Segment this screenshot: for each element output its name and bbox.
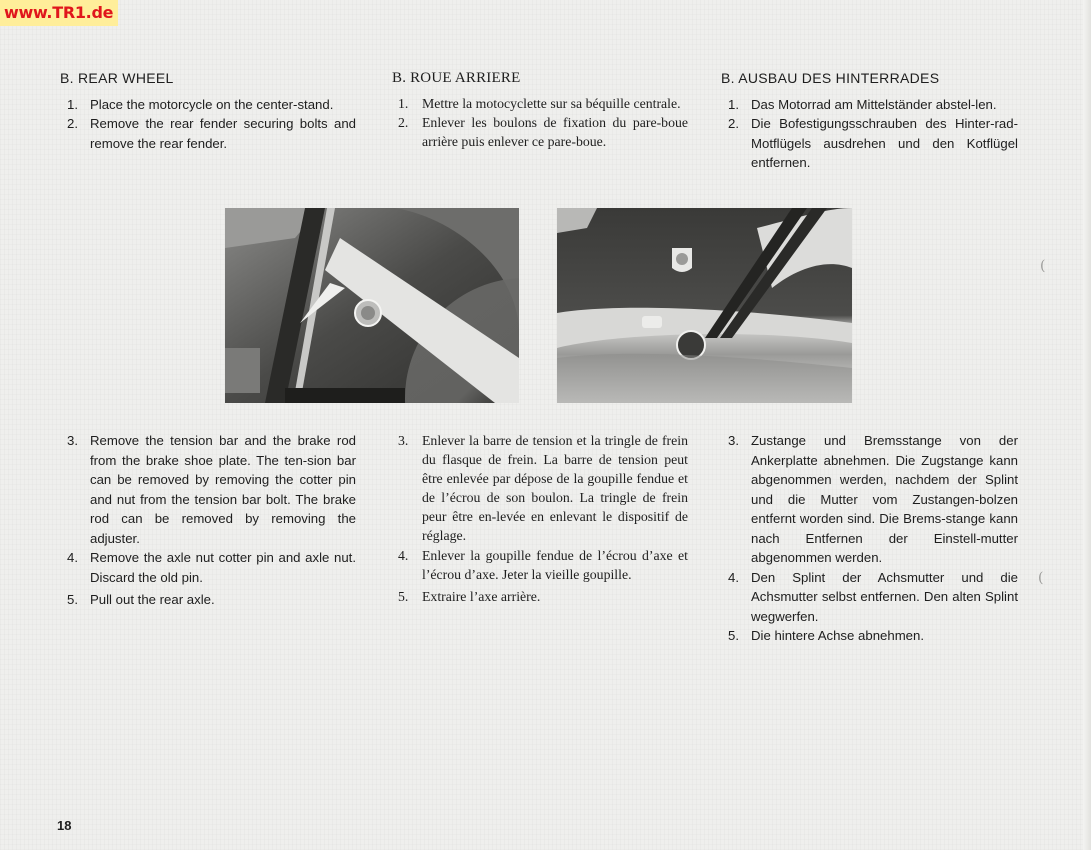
step-number: 4. [728,569,739,585]
paper-mark: ( [1040,258,1046,274]
step-text: Remove the tension bar and the brake rod from the brake shoe plate. The ten-sion bar can be removed by removing the cotter pin and nut from the tension bar bolt. The brake rod can be removed by removing the adjuster. [90,433,356,546]
step-text: Enlever la barre de tension et la tringle de frein du flasque de frein. La barre de tension peut être enlevée par dépose de la goupille fendue et de l’écrou de son boulon. La tringle de frein peur être en-levée en enlevant le dispositif de réglage. [422,433,688,544]
list-item [721,114,1018,173]
step-text: Das Motorrad am Mittelständer abstel-len. [751,96,997,112]
step-text: Die Bofestigungsschrauben des Hinter-rad-Motflügels ausdrehen und den Kotflügel entfernen. [751,116,1018,170]
german-column-top [721,69,1018,173]
list-item [60,95,356,115]
step-number: 1. [728,96,739,112]
step-text: Place the motorcycle on the center-stand. [90,96,334,112]
step-text: Remove the rear fender securing bolts and remove the rear fender. [90,116,356,151]
step-text: Die hintere Achse abnehmen. [751,628,925,643]
german-column-bottom [721,431,1018,646]
photo-axle-nut [557,208,852,403]
axle-nut-photo-illustration [557,208,852,403]
list-item [392,431,688,546]
step-text: Remove the axle nut cotter pin and axle nut. Discard the old pin. [90,550,356,585]
step-text: Pull out the rear axle. [90,592,215,607]
list-item [392,587,688,606]
step-number: 1. [67,96,78,112]
page-edge [1083,0,1091,850]
step-text: Zustange und Bremsstange von der Ankerplatte abnehmen. Die Zugstange kann abgenommen werden, nachdem der Splint und die Mutter vom Zustangen-bolzen entfernt worden sind. Die Brems-stange kann nach Entfernen der Einstell-mutter abgenommen werden. [751,433,1018,565]
step-number: 4. [398,547,409,563]
step-number: 5. [67,592,78,607]
list-item [392,546,688,584]
list-item [721,568,1018,627]
french-column-bottom [392,431,688,606]
english-column-bottom [60,431,356,610]
list-item [60,114,356,153]
step-number: 5. [728,628,739,643]
list-item [721,431,1018,568]
page-number: 18 [57,818,72,833]
list-item [60,548,356,587]
step-number: 2. [728,116,739,131]
list-item [392,113,688,151]
list-item [721,626,1018,646]
english-column-top [60,69,356,153]
step-number: 3. [398,433,409,448]
section-heading-german: B. AUSBAU DES HINTERRADES [721,70,940,86]
step-number: 2. [398,115,409,131]
section-heading-english: B. REAR WHEEL [60,70,174,86]
step-text: Den Splint der Achsmutter und die Achsmutter selbst entfernen. Den alten Splint wegwerfen. [751,569,1018,624]
step-text: Enlever les boulons de fixation du pare-boue arrière puis enlever ce pare-boue. [422,115,688,150]
french-column-top [392,69,688,151]
step-text: Extraire l’axe arrière. [422,588,541,604]
step-number: 1. [398,96,409,112]
step-text: Enlever la goupille fendue de l’écrou d’axe et l’écrou d’axe. Jeter la vieille goupille. [422,547,688,582]
step-text: Mettre la motocyclette sur sa béquille centrale. [422,96,681,112]
photo-rear-fender-bolt [225,208,519,403]
rear-fender-photo-illustration [225,208,519,403]
step-number: 2. [67,116,78,131]
watermark-link[interactable]: www.TR1.de [0,0,118,26]
step-number: 3. [728,433,739,448]
list-item [60,431,356,548]
list-item [60,590,356,610]
paper-mark: ( [1038,570,1044,586]
section-heading-french: B. ROUE ARRIERE [392,70,521,86]
list-item [392,94,688,113]
step-number: 3. [67,433,78,448]
step-number: 5. [398,588,409,604]
step-number: 4. [67,550,78,565]
list-item [721,95,1018,115]
